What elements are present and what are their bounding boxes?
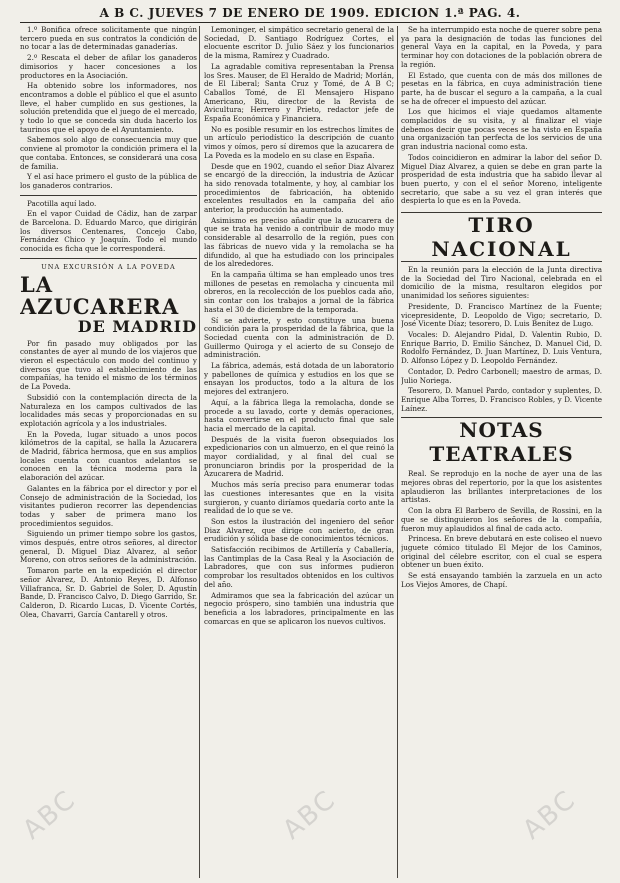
paragraph: Se está ensayando también la zarzuela en un acto Los Viejos Amores, de Chapí.	[401, 571, 602, 589]
paragraph: Tomaron parte en la expedición el director señor Alvarez, D. Antonio Reyes, D. Alfonso Villafranca, Sr. D. Gabriel de Soler, D. Agustín Bande, D. Francisco Calvo, D. Diego Garrido, Sr. Calderon, D. Ricardo Lucas, D. Vicente Cortés, Olea, Chavarri, García Cantarell y otros.	[20, 566, 197, 619]
paragraph: 1.º Bonifica ofrece solicitamente que ningún tercero pueda en sus contratos la condición de no tocar a las de determinadas ganaderías.	[20, 26, 197, 52]
paragraph: Asimismo es preciso añadir que la azucarera de que se trata ha venido a contribuir de modo muy considerable al desarrollo de la región, pues con las fábricas de nuevo vida y la remolacha se ha difundido, al que ha estudiado con los principales de los alrededores.	[204, 215, 394, 269]
paragraph: Por fin pasado muy obligados por las constantes de ayer al mundo de los viajeros que vieron el espectáculo con modo del continuo y diversos que tuvo al establecimiento de las compañías, ha tenido el mismo de los términos de La Poveda.	[20, 338, 197, 392]
paragraph: Presidente, D. Francisco Martínez de la Fuente; vicepresidente, D. Leopoldo de Vigo; secretario, D. José Vicente Díaz; tesorero, D. Luis Benítez de Lugo.	[401, 301, 602, 329]
paragraph: Se ha interrumpido esta noche de querer sobre pena ya para la designación de todas las funciones del general Vaya en la capital, en la Poveda, y para terminar hoy con dotaciones de la población obrera de la región.	[401, 26, 602, 69]
paragraph: Satisfacción recibimos de Artillería y Caballería, las Cantimplas de la Casa Real y la Asociación de Labradores, que con sus informes pudieron comprobar los resultados obtenidos en los cultivos del año.	[204, 545, 394, 589]
paragraph: Contador, D. Pedro Carbonell; maestro de armas, D. Julio Noriega.	[401, 366, 602, 385]
watermark-logo: ABC	[277, 784, 343, 846]
divider	[20, 258, 197, 259]
paragraph: La fábrica, además, está dotada de un laboratorio y pabellones de química y estudios en los que se ensayan los productos, todo a la altura de los mejores del extranjero.	[204, 361, 394, 397]
paragraph: Princesa. En breve debutará en este coliseo el nuevo juguete cómico titulado El Mejor de los Caminos, original del célebre escritor, con el cual se espera obtener un buen éxito.	[401, 534, 602, 570]
paragraph: Todos coincidieron en admirar la labor del señor D. Miguel Diaz Alvarez, a quien se debe en gran parte la prosperidad de esta industria que ha sabido llevar al buen puerto, y con el el señor Moreno, inteligente secretario, que sabe a su vez el gran interés que despierta lo que es en la Poveda.	[401, 152, 602, 206]
paragraph: En la Poveda, lugar situado a unos pocos kilómetros de la capital, se halla la Azucarera de Madrid, fábrica hermosa, que en sus amplios locales cuenta con cuantos adelantos se conocen en la técnica moderna para la elaboración del azúcar.	[20, 429, 197, 483]
paragraph: Muchos más sería preciso para enumerar todas las cuestiones interesantes que en la visita surgieron, y cuanto diríamos quedaría corto ante la realidad de lo que se ve.	[204, 480, 394, 516]
paragraph: En la campaña última se han empleado unos tres millones de pesetas en remolacha y cincuenta mil obreros, en la recolección de los pueblos cada año, sin contar con los trabajos a jornal de la fábrica hasta el 30 de diciembre de la temporada.	[204, 269, 394, 314]
paragraph: Lemoninger, el simpático secretario general de la Sociedad, D. Santiago Rodríguez Cortes, el elocuente escritor D. Julio Sáez y los funcionarios de la misma, Ramírez y Cuadrado.	[204, 26, 394, 61]
paragraph: En la reunión para la elección de la Junta directiva de la Sociedad del Tiro Nacional, celebrada en el domicilio de la misma, resultaron elegidos por unanimidad los señores siguientes:	[401, 265, 602, 301]
column-divider-1	[199, 26, 200, 878]
paragraph: Ha obtenido sobre los informadores, nos encontramos a doble el público el que el asunto lleve, el haber cumplido en sus gestiones, la solución pretendida que el juego de el mercado, y todo lo que se conceda sin duda hacerlo los taurinos que el apoyo de el Ayuntamiento.	[20, 81, 197, 134]
article-headline: LA AZUCARERA	[20, 271, 180, 319]
column-3	[401, 26, 602, 878]
watermark-logo: ABC	[517, 784, 583, 846]
section-headline-notas: NOTAS TEATRALES	[401, 417, 602, 466]
paragraph: Desde que en 1902, cuando el señor Diaz Alvarez se encargó de la dirección, la industria de Azúcar ha sido renovada totalmente, y hoy, al cambiar los procedimientos de fabricación, ha obtenido excelentes resultados en la campaña del año anterior, la producción ha aumentado.	[204, 161, 394, 215]
article-kicker: UNA EXCURSIÓN A LA POVEDA	[41, 262, 176, 271]
paragraph: Tesorero, D. Manuel Pardo, contador y suplentes, D. Enrique Alba Torres, D. Francisco Robles, y D. Vicente Laínez.	[401, 386, 602, 413]
watermark-logo: ABC	[17, 784, 83, 846]
paragraph: Pacotilla aquí lado.	[27, 198, 97, 208]
column-1	[20, 26, 197, 878]
column-2	[204, 26, 394, 878]
paragraph: Y el así hace primero el gusto de la pública de los ganaderos contrarios.	[20, 172, 197, 190]
paragraph: En el vapor Cuidad de Cádiz, han de zarpar de Barcelona. D. Eduardo Marco, que dirigirán los diversos Centenares, Concejo Cabo, Fernández Chico y Joaquín. Todo el mundo conocida es ficha que le corresponderá.	[20, 209, 197, 254]
section-headline-tiro: TIRO NACIONAL	[401, 212, 602, 262]
paragraph: El Estado, que cuenta con de más dos millones de pesetas en la fábrica, en cuya administración tiene parte, ha de buscar el seguro a la campaña, a la cual se ha de ofrecer el impuesto del azúcar.	[401, 70, 602, 106]
paragraph: Vocales: D. Alejandro Pidal, D. Valentin Rubio, D. Enrique Barrio, D. Emilio Sánchez, D. Manuel Cid, D. Rodolfo Fernández, D. Juan Martínez, D. Luis Ventura, D. Alfonso López y D. Leopoldo Fernández.	[401, 329, 602, 366]
paragraph: Aquí, a la fábrica llega la remolacha, donde se procede a su lavado, corte y demás operaciones, hasta convertirse en el producto final que sale hacia el mercado de la capital.	[204, 397, 394, 433]
page-header: A B C. JUEVES 7 DE ENERO DE 1909. EDICION 1.ª PAG. 4.	[20, 6, 600, 23]
paragraph: Admiramos que sea la fabricación del azúcar un negocio próspero, sino también una industria que beneficia a los labradores, principalmente en las comarcas en que se aplicaron los nuevos cultivos.	[204, 590, 394, 626]
paragraph: Subsidió con la contemplación directa de la Naturaleza en los campos cultivados de las localidades más secas y proporcionadas en su explotación agrícola y a los industriales.	[20, 392, 197, 428]
paragraph: Los que hicimos el viaje quedamos altamente complacidos de su visita, y al finalizar el viaje debemos decir que pocas veces se ha visto en España una organización tan perfecta de los servicios de una gran industria nacional como esta.	[401, 107, 602, 152]
paragraph: Sí se advierte, y esto constituye una buena condición para la prosperidad de la fábrica, que la Sociedad cuenta con la administración de D. Guillermo Quiroga y el acierto de su Consejo de administración.	[204, 315, 394, 360]
paragraph: Siguiendo un primer tiempo sobre los gastos, vimos después, entre otros señores, al director general, D. Miguel Diaz Alvarez, al señor Moreno, con otros señores de la administración.	[20, 529, 197, 565]
paragraph: Con la obra El Barbero de Sevilla, de Rossini, en la que se distinguieron los señores de la compañía, fueron muy aplaudidos al final de cada acto.	[401, 506, 602, 533]
paragraph: Después de la visita fueron obsequiados los expedicionarios con un almuerzo, en el que reinó la mayor cordialidad, y al final del cual se pronunciaron brindis por la prosperidad de la Azucarera de Madrid.	[204, 434, 394, 479]
paragraph: No es posible resumir en los estrechos límites de un artículo periodístico la descripción de cuanto vimos y oímos, pero sí diremos que la azucarera de La Poveda es la modelo en su clase en España.	[204, 124, 394, 160]
column-divider-2	[397, 26, 398, 878]
paragraph: La agradable comitiva representaban la Prensa los Sres. Mauser, de El Heraldo de Madrid; Morlán, de El Liberal; Santa Cruz y Tomé, de A B C; Caballos Tomé, de El Mensajero Hispano Americano, Riu, director de la Revista de Avicultura; Herrero y Prieto, redactor jefe de España Económica y Financiera.	[204, 61, 394, 124]
divider	[20, 195, 197, 196]
paragraph: Son estos la ilustración del ingeniero del señor Diaz Alvarez, que dirige con acierto, de gran erudición y sólida base de conocimientos técnicos.	[204, 516, 394, 544]
article-headline-sub: DE MADRID	[77, 316, 197, 336]
paragraph: Real. Se reprodujo en la noche de ayer una de las mejores obras del repertorio, por la que los asistentes aplaudieron las brillantes interpretaciones de los artistas.	[401, 469, 602, 505]
paragraph: Sabemos solo algo de consecuencia muy que conviene al promotor la condición primera el la que contaba. Entonces, se considerará una cosa de familia.	[20, 135, 197, 171]
paragraph: 2.º Rescata el deber de afilar los ganaderos dimisorios y hacer concesiones a los productores en la Asociación.	[20, 53, 197, 80]
paragraph: Galantes en la fábrica por el director y por el Consejo de administración de la Sociedad, los visitantes pudieron recorrer las dependencias todas y saber de primera mano los procedimientos seguidos.	[20, 483, 197, 528]
